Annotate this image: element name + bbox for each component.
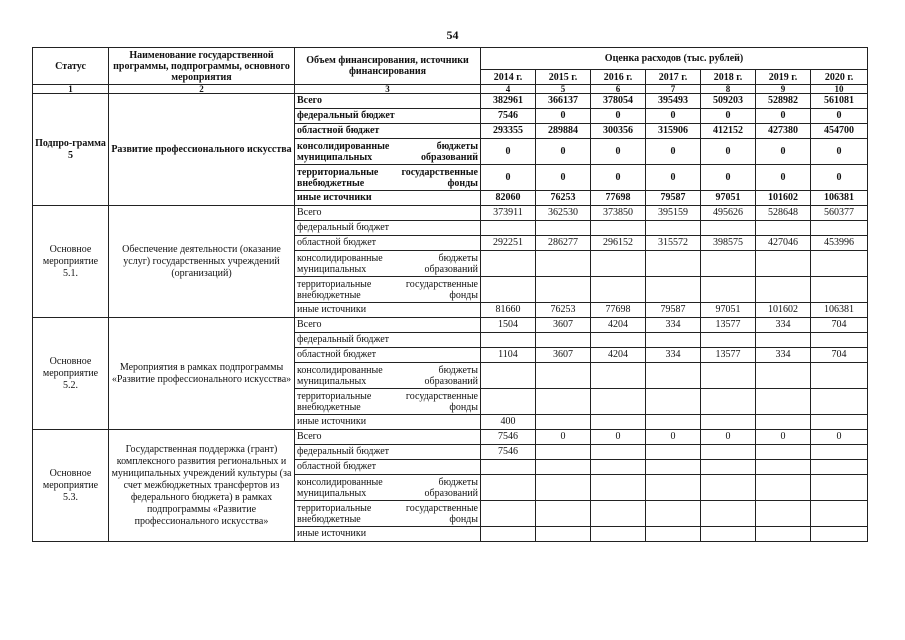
amount-cell: 382961 [481, 94, 536, 109]
amount-cell: 286277 [536, 236, 591, 251]
amount-cell: 334 [756, 348, 811, 363]
funding-source: Всего [295, 94, 481, 109]
amount-cell [591, 333, 646, 348]
amount-cell [646, 221, 701, 236]
amount-cell [701, 415, 756, 430]
amount-cell [591, 363, 646, 389]
amount-cell [536, 415, 591, 430]
amount-cell [646, 527, 701, 542]
amount-cell [536, 527, 591, 542]
amount-cell [646, 333, 701, 348]
funding-source: Всего [295, 318, 481, 333]
amount-cell: 495626 [701, 206, 756, 221]
amount-cell [536, 363, 591, 389]
amount-cell: 0 [536, 139, 591, 165]
column-number: 4 [481, 85, 536, 94]
amount-cell: 300356 [591, 124, 646, 139]
amount-cell: 7546 [481, 430, 536, 445]
amount-cell: 7546 [481, 109, 536, 124]
amount-cell [536, 475, 591, 501]
section-name: Государственная поддержка (грант) комплексного развития региональных и муниципальных учреждений культуры (за счет межбюджетных трансфертов из федерального бюджета) в рамках подпрограммы «Развитие профессионального искусства» [109, 430, 295, 542]
amount-cell: 106381 [811, 303, 868, 318]
amount-cell [811, 363, 868, 389]
amount-cell [481, 221, 536, 236]
amount-cell: 0 [646, 139, 701, 165]
expenditure-table [32, 47, 868, 542]
amount-cell: 334 [646, 318, 701, 333]
amount-cell: 97051 [701, 303, 756, 318]
amount-cell [591, 501, 646, 527]
amount-cell [756, 221, 811, 236]
amount-cell: 528648 [756, 206, 811, 221]
column-number: 8 [701, 85, 756, 94]
header-year: 2020 г. [811, 70, 868, 85]
amount-cell [701, 389, 756, 415]
amount-cell [536, 333, 591, 348]
funding-source: областной бюджет [295, 348, 481, 363]
header-estimate: Оценка расходов (тыс. рублей) [481, 48, 868, 70]
amount-cell: 453996 [811, 236, 868, 251]
amount-cell: 77698 [591, 303, 646, 318]
amount-cell [756, 363, 811, 389]
header-year: 2016 г. [591, 70, 646, 85]
amount-cell: 0 [811, 165, 868, 191]
column-number: 2 [109, 85, 295, 94]
amount-cell: 0 [536, 109, 591, 124]
funding-source: консолидированные бюджеты муниципальных образований [295, 363, 481, 389]
amount-cell: 0 [701, 139, 756, 165]
column-number: 5 [536, 85, 591, 94]
page-number: 54 [446, 28, 459, 42]
amount-cell: 528982 [756, 94, 811, 109]
amount-cell [811, 277, 868, 303]
amount-cell [591, 251, 646, 277]
amount-cell: 0 [591, 139, 646, 165]
funding-source: территориальные государственные внебюджетные фонды [295, 165, 481, 191]
amount-cell: 334 [756, 318, 811, 333]
funding-source: территориальные государственные внебюджетные фонды [295, 389, 481, 415]
amount-cell: 427380 [756, 124, 811, 139]
amount-cell: 454700 [811, 124, 868, 139]
column-number: 1 [33, 85, 109, 94]
column-number: 9 [756, 85, 811, 94]
amount-cell [811, 475, 868, 501]
amount-cell [646, 445, 701, 460]
amount-cell [756, 251, 811, 277]
amount-cell: 0 [811, 109, 868, 124]
funding-source: территориальные государственные внебюджетные фонды [295, 277, 481, 303]
amount-cell: 0 [536, 165, 591, 191]
funding-source: иные источники [295, 415, 481, 430]
amount-cell [756, 475, 811, 501]
amount-cell [701, 460, 756, 475]
amount-cell [481, 363, 536, 389]
amount-cell: 101602 [756, 191, 811, 206]
amount-cell [811, 527, 868, 542]
amount-cell [701, 527, 756, 542]
section-name: Мероприятия в рамках подпрограммы «Развитие профессионального искусства» [109, 318, 295, 430]
column-number: 10 [811, 85, 868, 94]
amount-cell [481, 389, 536, 415]
amount-cell [701, 475, 756, 501]
amount-cell [646, 277, 701, 303]
amount-cell [811, 415, 868, 430]
amount-cell: 97051 [701, 191, 756, 206]
amount-cell: 509203 [701, 94, 756, 109]
column-number: 3 [295, 85, 481, 94]
funding-source: федеральный бюджет [295, 221, 481, 236]
amount-cell: 3607 [536, 318, 591, 333]
amount-cell [536, 221, 591, 236]
amount-cell: 0 [756, 139, 811, 165]
amount-cell [481, 527, 536, 542]
amount-cell: 13577 [701, 348, 756, 363]
header-source: Объем финансирования, источники финансирования [295, 48, 481, 85]
amount-cell: 0 [646, 165, 701, 191]
funding-source: федеральный бюджет [295, 333, 481, 348]
amount-cell: 0 [756, 165, 811, 191]
funding-source: консолидированные бюджеты муниципальных образований [295, 139, 481, 165]
amount-cell [481, 475, 536, 501]
amount-cell [646, 475, 701, 501]
amount-cell [756, 501, 811, 527]
funding-source: территориальные государственные внебюджетные фонды [295, 501, 481, 527]
amount-cell [591, 415, 646, 430]
amount-cell: 412152 [701, 124, 756, 139]
amount-cell [756, 460, 811, 475]
amount-cell: 0 [756, 430, 811, 445]
section-status: Подпро-грамма 5 [33, 94, 109, 206]
amount-cell [701, 277, 756, 303]
amount-cell [756, 333, 811, 348]
amount-cell [811, 389, 868, 415]
amount-cell: 79587 [646, 191, 701, 206]
section-status: Основное мероприятие 5.1. [33, 206, 109, 318]
amount-cell [646, 389, 701, 415]
amount-cell [701, 221, 756, 236]
amount-cell: 4204 [591, 318, 646, 333]
funding-source: федеральный бюджет [295, 445, 481, 460]
amount-cell [646, 363, 701, 389]
amount-cell: 77698 [591, 191, 646, 206]
header-name: Наименование государственной программы, подпрограммы, основного мероприятия [109, 48, 295, 85]
funding-source: консолидированные бюджеты муниципальных образований [295, 475, 481, 501]
column-number: 7 [646, 85, 701, 94]
amount-cell [646, 460, 701, 475]
amount-cell: 0 [646, 109, 701, 124]
amount-cell: 293355 [481, 124, 536, 139]
amount-cell [536, 501, 591, 527]
amount-cell [756, 415, 811, 430]
amount-cell: 1104 [481, 348, 536, 363]
amount-cell [756, 389, 811, 415]
amount-cell: 704 [811, 318, 868, 333]
amount-cell: 395159 [646, 206, 701, 221]
funding-source: консолидированные бюджеты муниципальных образований [295, 251, 481, 277]
amount-cell: 13577 [701, 318, 756, 333]
amount-cell [646, 251, 701, 277]
amount-cell: 334 [646, 348, 701, 363]
amount-cell: 373850 [591, 206, 646, 221]
amount-cell: 400 [481, 415, 536, 430]
amount-cell [536, 445, 591, 460]
amount-cell [591, 460, 646, 475]
amount-cell: 0 [591, 165, 646, 191]
amount-cell [701, 445, 756, 460]
table-row [33, 430, 868, 445]
amount-cell [481, 333, 536, 348]
amount-cell: 315572 [646, 236, 701, 251]
amount-cell: 0 [701, 109, 756, 124]
amount-cell [811, 251, 868, 277]
amount-cell [591, 475, 646, 501]
amount-cell: 427046 [756, 236, 811, 251]
amount-cell: 3607 [536, 348, 591, 363]
header-year: 2015 г. [536, 70, 591, 85]
amount-cell [646, 501, 701, 527]
table-row [33, 318, 868, 333]
amount-cell [536, 251, 591, 277]
amount-cell: 315906 [646, 124, 701, 139]
amount-cell: 0 [701, 165, 756, 191]
amount-cell: 0 [591, 109, 646, 124]
amount-cell: 0 [481, 139, 536, 165]
amount-cell: 82060 [481, 191, 536, 206]
amount-cell: 395493 [646, 94, 701, 109]
amount-cell: 0 [591, 430, 646, 445]
amount-cell: 0 [481, 165, 536, 191]
amount-cell: 0 [811, 139, 868, 165]
amount-cell: 289884 [536, 124, 591, 139]
amount-cell: 106381 [811, 191, 868, 206]
amount-cell [756, 527, 811, 542]
amount-cell: 0 [536, 430, 591, 445]
column-number: 6 [591, 85, 646, 94]
funding-source: областной бюджет [295, 460, 481, 475]
amount-cell: 101602 [756, 303, 811, 318]
amount-cell: 362530 [536, 206, 591, 221]
amount-cell [756, 445, 811, 460]
amount-cell: 79587 [646, 303, 701, 318]
section-status: Основное мероприятие 5.3. [33, 430, 109, 542]
amount-cell [701, 251, 756, 277]
amount-cell: 292251 [481, 236, 536, 251]
funding-source: федеральный бюджет [295, 109, 481, 124]
amount-cell [536, 460, 591, 475]
header-year: 2018 г. [701, 70, 756, 85]
amount-cell [811, 445, 868, 460]
amount-cell [536, 389, 591, 415]
section-status: Основное мероприятие 5.2. [33, 318, 109, 430]
amount-cell: 76253 [536, 303, 591, 318]
header-status: Статус [33, 48, 109, 85]
amount-cell: 373911 [481, 206, 536, 221]
amount-cell [811, 333, 868, 348]
amount-cell [591, 527, 646, 542]
amount-cell: 81660 [481, 303, 536, 318]
funding-source: областной бюджет [295, 124, 481, 139]
funding-source: Всего [295, 430, 481, 445]
amount-cell: 1504 [481, 318, 536, 333]
header-year: 2017 г. [646, 70, 701, 85]
header-year: 2019 г. [756, 70, 811, 85]
amount-cell [811, 221, 868, 236]
amount-cell: 704 [811, 348, 868, 363]
funding-source: областной бюджет [295, 236, 481, 251]
amount-cell [591, 277, 646, 303]
amount-cell [481, 251, 536, 277]
amount-cell: 0 [756, 109, 811, 124]
section-name: Развитие профессионального искусства [109, 94, 295, 206]
funding-source: иные источники [295, 191, 481, 206]
amount-cell [481, 460, 536, 475]
amount-cell [811, 460, 868, 475]
amount-cell [811, 501, 868, 527]
amount-cell [481, 501, 536, 527]
amount-cell [646, 415, 701, 430]
amount-cell: 7546 [481, 445, 536, 460]
amount-cell: 4204 [591, 348, 646, 363]
funding-source: иные источники [295, 303, 481, 318]
amount-cell: 76253 [536, 191, 591, 206]
funding-source: Всего [295, 206, 481, 221]
amount-cell [701, 333, 756, 348]
amount-cell: 0 [646, 430, 701, 445]
amount-cell [701, 501, 756, 527]
amount-cell [591, 221, 646, 236]
table-row [33, 206, 868, 221]
amount-cell [591, 389, 646, 415]
amount-cell [536, 277, 591, 303]
amount-cell: 398575 [701, 236, 756, 251]
amount-cell: 560377 [811, 206, 868, 221]
amount-cell: 0 [811, 430, 868, 445]
amount-cell: 366137 [536, 94, 591, 109]
header-year: 2014 г. [481, 70, 536, 85]
section-name: Обеспечение деятельности (оказание услуг) государственных учреждений (организаций) [109, 206, 295, 318]
amount-cell [591, 445, 646, 460]
amount-cell: 296152 [591, 236, 646, 251]
amount-cell [701, 363, 756, 389]
funding-source: иные источники [295, 527, 481, 542]
amount-cell: 0 [701, 430, 756, 445]
table-row [33, 94, 868, 109]
amount-cell [756, 277, 811, 303]
amount-cell: 561081 [811, 94, 868, 109]
amount-cell: 378054 [591, 94, 646, 109]
amount-cell [481, 277, 536, 303]
